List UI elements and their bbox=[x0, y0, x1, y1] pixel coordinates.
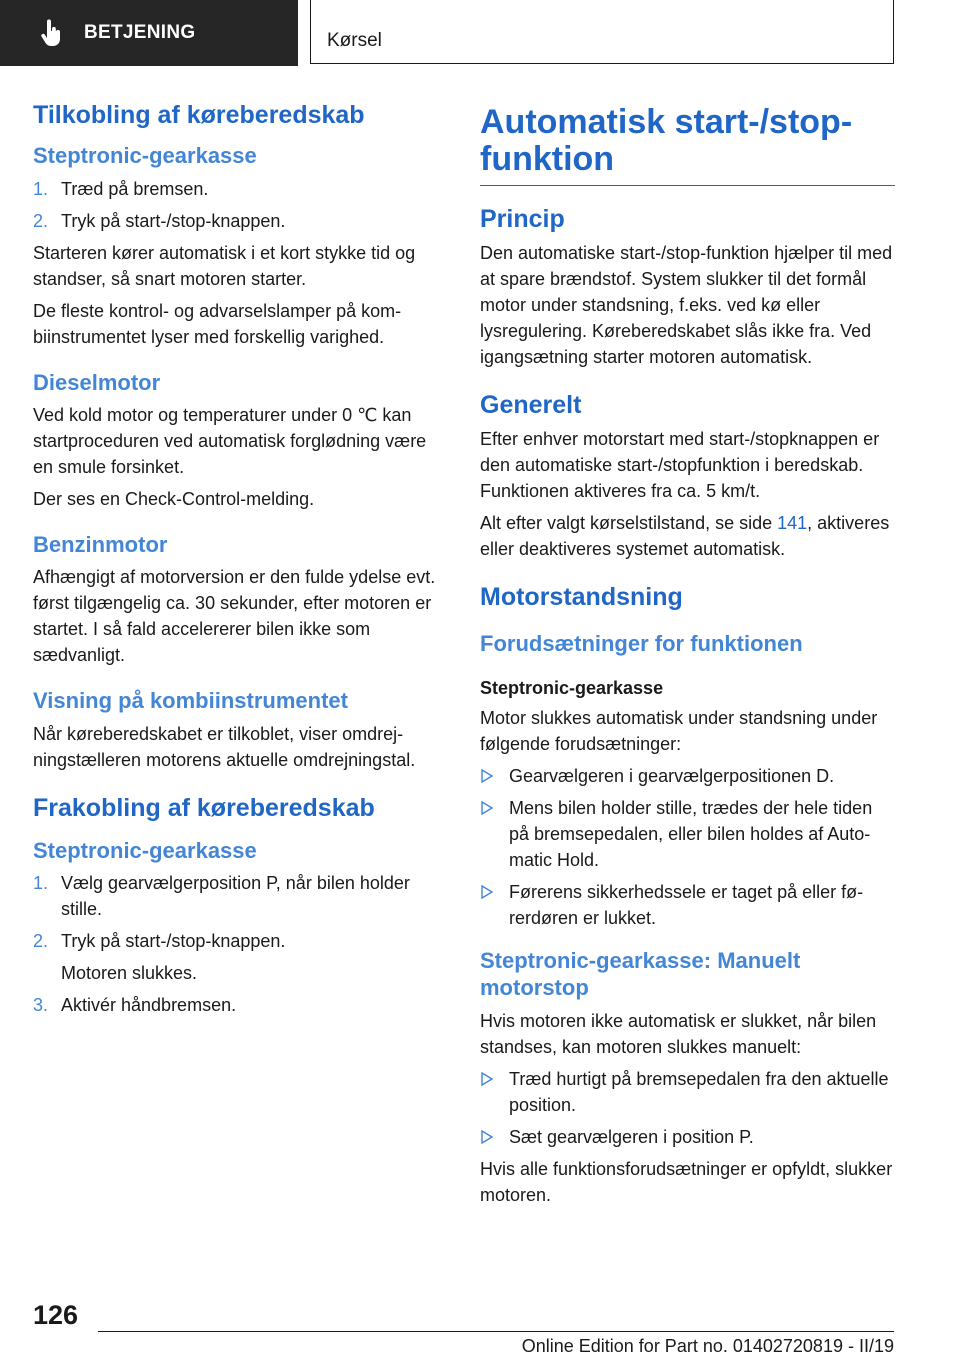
step-text: Tryk på start-/stop-knappen. bbox=[61, 931, 286, 952]
list-item bbox=[33, 208, 443, 234]
heading-rule bbox=[480, 185, 895, 186]
paragraph: De fleste kontrol- og advarselslamper på kombiinstrumentet lyser med forskellig varighed. bbox=[33, 300, 402, 347]
heading-principle: Princip bbox=[480, 205, 565, 234]
heading-ignition-off: Frakobling af køreberedskab bbox=[33, 793, 375, 822]
list-item bbox=[33, 928, 443, 986]
step-number: 2. bbox=[33, 210, 49, 231]
heading-petrol: Benzinmotor bbox=[33, 532, 168, 558]
paragraph: Starteren kører automatisk i et kort stykke tid og standser, så snart motoren starter. bbox=[33, 242, 416, 289]
page-link[interactable]: 141 bbox=[777, 513, 808, 534]
footer-rule bbox=[98, 1331, 894, 1332]
list-item bbox=[480, 1066, 895, 1118]
paragraph: Hvis alle funktionsforudsætninger er opfyldt, slukker motoren. bbox=[480, 1158, 893, 1205]
requirements-list bbox=[480, 763, 895, 931]
edition-note: Online Edition for Part no. 01402720819 - II/19 bbox=[521, 1336, 894, 1356]
heading-requirements: Forudsætninger for funktionen bbox=[480, 631, 803, 657]
triangle-bullet-icon bbox=[481, 801, 493, 815]
list-item bbox=[480, 763, 895, 789]
step-number: 1. bbox=[33, 178, 49, 199]
list-item bbox=[33, 870, 443, 922]
section-label: BETJENING bbox=[84, 22, 196, 43]
triangle-bullet-icon bbox=[481, 769, 493, 783]
steps-ignition-off bbox=[33, 870, 443, 1018]
paragraph: Hvis motoren ikke automatisk er slukket, når bilen standses, kan motoren slukkes manuelt: bbox=[480, 1010, 877, 1057]
list-item bbox=[480, 879, 895, 931]
heading-instrument-cluster: Visning på kombiinstrumentet bbox=[33, 688, 348, 714]
triangle-bullet-icon bbox=[481, 1072, 493, 1086]
step-result: Motoren slukkes. bbox=[61, 963, 198, 984]
right-column bbox=[480, 104, 895, 1214]
paragraph: Ved kold motor og temperaturer under 0 ℃ kan startproceduren ved automatisk forglødning være en smule forsinket. bbox=[33, 405, 427, 478]
bullet-text: Førerens sikkerhedssele er taget på eller førerdøren er lukket. bbox=[509, 881, 864, 928]
step-text: Træd på bremsen. bbox=[61, 178, 209, 199]
bullet-text: Gearvælgeren i gearvælgerpositionen D. bbox=[509, 765, 835, 786]
step-number: 2. bbox=[33, 931, 49, 952]
hand-pointer-icon bbox=[40, 18, 66, 48]
heading-general: Generelt bbox=[480, 391, 582, 420]
paragraph: Efter enhver motorstart med start-/stopknappen er den automatiske start-/stopfunktion i beredskab. Funktionen aktiveres fra ca. 5 km/t. bbox=[480, 429, 880, 502]
heading-steptronic-2: Steptronic-gearkasse bbox=[33, 838, 257, 864]
step-text: Tryk på start-/stop-knappen. bbox=[61, 210, 286, 231]
heading-engine-stop: Motorstandsning bbox=[480, 583, 683, 612]
heading-diesel: Dieselmotor bbox=[33, 369, 161, 395]
list-item bbox=[480, 795, 895, 873]
heading-auto-start-stop: Automatisk start-/stop-funktion bbox=[480, 103, 853, 178]
bullet-text: Træd hurtigt på bremsepedalen fra den aktuelle position. bbox=[509, 1068, 889, 1115]
steps-ignition-on bbox=[33, 176, 443, 234]
heading-ignition-on: Tilkobling af køreberedskab bbox=[33, 101, 365, 129]
manual-stop-list bbox=[480, 1066, 895, 1150]
page-number: 126 bbox=[33, 1300, 79, 1330]
step-text: Aktivér håndbremsen. bbox=[61, 995, 237, 1016]
paragraph-page-ref bbox=[480, 510, 895, 562]
triangle-bullet-icon bbox=[481, 1130, 493, 1144]
heading-steptronic-1: Steptronic-gearkasse bbox=[33, 143, 257, 169]
list-item bbox=[33, 992, 443, 1018]
triangle-bullet-icon bbox=[481, 885, 493, 899]
text-fragment: Alt efter valgt kørselstilstand, se side bbox=[480, 513, 778, 534]
left-column bbox=[33, 100, 443, 1024]
paragraph: Motor slukkes automatisk under standsning under følgende forudsætninger: bbox=[480, 707, 878, 754]
step-number: 3. bbox=[33, 995, 49, 1016]
paragraph: Den automatiske start-/stop-funktion hjælper til med at spare brændstof. System slukker til det formål motor under standsning, f.eks. ved kø eller lysregulering. Køreberedskabet slås ikke fra. Ved igangsætning starter motoren automatisk. bbox=[480, 243, 893, 368]
step-text: Vælg gearvælgerposition P, når bilen holder stille. bbox=[61, 873, 410, 920]
list-item bbox=[33, 176, 443, 202]
heading-manual-stop: Steptronic-gearkasse: Manuelt motorstop bbox=[480, 947, 801, 1001]
list-item bbox=[480, 1124, 895, 1150]
chapter-header bbox=[310, 0, 894, 64]
paragraph: Der ses en Check-Control-melding. bbox=[33, 489, 315, 510]
section-tab bbox=[0, 0, 298, 66]
text-fragment: , aktiveres eller deaktiveres systemet automatisk. bbox=[480, 513, 890, 560]
step-number: 1. bbox=[33, 873, 49, 894]
paragraph: Når køreberedskabet er tilkoblet, viser omdrejningstælleren motorens aktuelle omdrejningstal. bbox=[33, 723, 416, 770]
bullet-text: Mens bilen holder stille, trædes der hele tiden på bremsepedalen, eller bilen holdes af Automatic Hold. bbox=[509, 797, 873, 870]
bullet-text: Sæt gearvælgeren i position P. bbox=[509, 1126, 754, 1147]
paragraph: Afhængigt af motorversion er den fulde ydelse evt. først tilgængelig ca. 30 sekunder, efter motoren er startet. I så fald accelererer bilen ikke som sædvanligt. bbox=[33, 567, 436, 666]
heading-steptronic-3: Steptronic-gearkasse bbox=[480, 677, 664, 698]
chapter-label: Kørsel bbox=[327, 30, 382, 51]
